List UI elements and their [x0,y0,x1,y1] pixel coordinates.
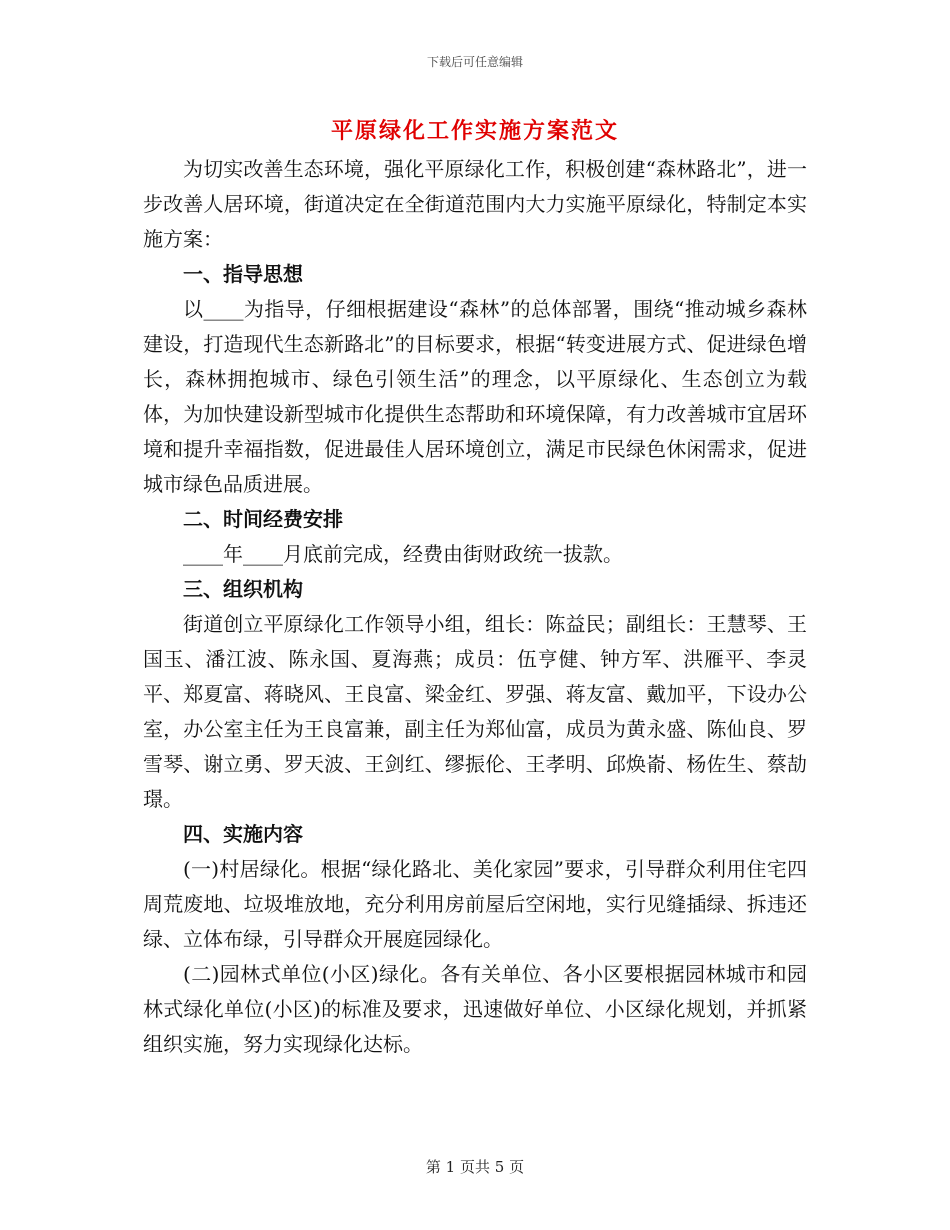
document-body [143,152,807,1062]
section-paragraph: ____年____月底前完成，经费由街财政统一拔款。 [183,542,623,566]
section-heading-guiding-ideology: 一、指导思想 [183,262,303,286]
section-paragraph: (二)园林式单位(小区)绿化。各有关单位、各小区要根据园林城市和园林式绿化单位(小区)的标准及要求，迅速做好单位、小区绿化规划，并抓紧组织实施，努力实现绿化达标。 [143,962,807,1056]
intro-paragraph: 为切实改善生态环境，强化平原绿化工作，积极创建“森林路北”，进一步改善人居环境，街道决定在全街道范围内大力实施平原绿化，特制定本实施方案： [143,157,807,251]
page-header-note: 下载后可任意编辑 [426,55,523,69]
page-footer-page-number: 第 1 页共 5 页 [425,1158,525,1176]
section-paragraph: (一)村居绿化。根据“绿化路北、美化家园”要求，引导群众利用住宅四周荒废地、垃圾堆放地，充分利用房前屋后空闲地，实行见缝插绿、拆违还绿、立体布绿，引导群众开展庭园绿化。 [143,857,807,951]
section-paragraph: 以____为指导，仔细根据建设“森林”的总体部署，围绕“推动城乡森林建设，打造现代生态新路北”的目标要求，根据“转变进展方式、促进绿色增长，森林拥抱城市、绿色引领生活”的理念，以平原绿化、生态创立为载体，为加快建设新型城市化提供生态帮助和环境保障，有力改善城市宜居环境和提升幸福指数，促进最佳人居环境创立，满足市民绿色休闲需求，促进城市绿色品质进展。 [143,297,807,496]
document-title: 平原绿化工作实施方案范文 [330,118,619,144]
section-heading-organization: 三、组织机构 [183,577,303,601]
section-heading-schedule-funding: 二、时间经费安排 [183,507,343,531]
section-heading-implementation: 四、实施内容 [183,822,303,846]
section-paragraph: 街道创立平原绿化工作领导小组，组长：陈益民；副组长：王慧琴、王国玉、潘江波、陈永国、夏海燕；成员：伍亨健、钟方军、洪雁平、李灵平、郑夏富、蒋晓风、王良富、梁金红、罗强、蒋友富、戴加平，下设办公室，办公室主任为王良富兼，副主任为郑仙富，成员为黄永盛、陈仙良、罗雪琴、谢立勇、罗天波、王剑红、缪振伦、王孝明、邱焕嵛、杨佐生、蔡劼璟。 [143,612,807,811]
